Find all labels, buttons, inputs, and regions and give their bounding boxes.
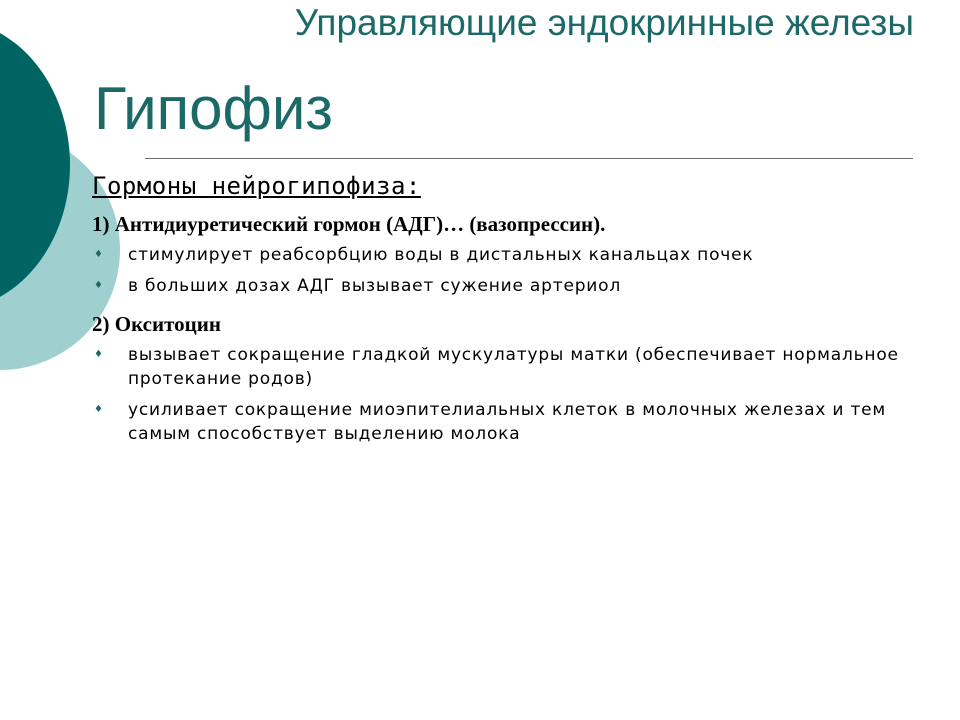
- bullet-icon: ♦: [94, 404, 104, 415]
- adh-effects-list: [92, 243, 932, 298]
- list-item-text: стимулирует реабсорбцию воды в дистальных канальцах почек: [128, 245, 754, 265]
- hormone-heading-oxytocin: 2) Окситоцин: [92, 312, 221, 336]
- bullet-icon: ♦: [94, 349, 104, 360]
- list-item-text: усиливает сокращение миоэпителиальных клеток в молочных железах и тем самым способствует выделению молока: [128, 400, 887, 444]
- list-item-text: вызывает сокращение гладкой мускулатуры матки (обеспечивает нормальное протекание родов): [128, 345, 899, 389]
- list-item: [92, 274, 932, 298]
- section-subtitle: Гормоны нейрогипофиза:: [92, 172, 421, 200]
- oxytocin-effects-list: [92, 343, 932, 446]
- list-item: [92, 343, 932, 391]
- bullet-icon: ♦: [94, 280, 104, 291]
- list-item-text: в больших дозах АДГ вызывает сужение артериол: [128, 276, 622, 296]
- list-item: [92, 398, 932, 446]
- slide-content: [92, 172, 932, 453]
- bullet-icon: ♦: [94, 249, 104, 260]
- list-item: [92, 243, 932, 267]
- hormone-heading-adh: 1) Антидиуретический гормон (АДГ)… (вазопрессин).: [92, 212, 606, 236]
- slide-supertitle: Управляющие эндокринные железы: [294, 2, 914, 43]
- slide-title: Гипофиз: [94, 75, 333, 142]
- title-divider: [145, 158, 913, 159]
